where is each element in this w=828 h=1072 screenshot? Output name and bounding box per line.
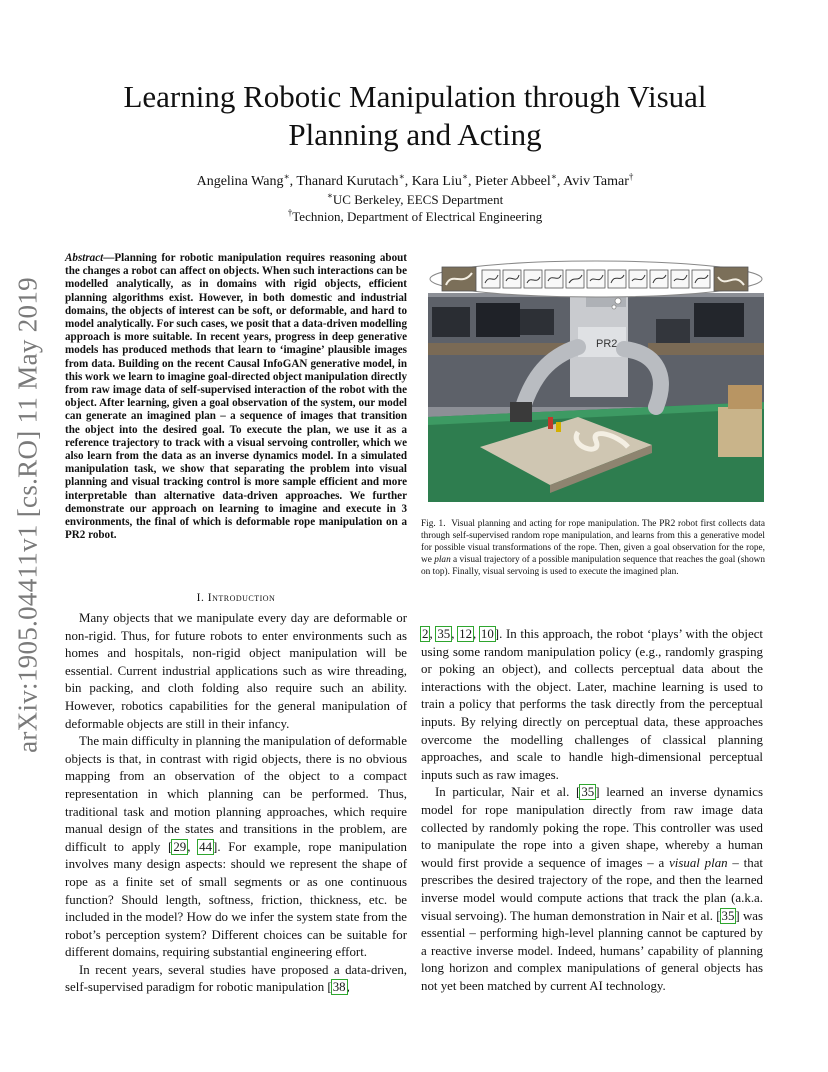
caption-label: Fig. 1. (421, 519, 446, 529)
citation-link[interactable]: 2 (422, 627, 429, 641)
section-heading-introduction: I. Introduction (196, 592, 276, 604)
intro-paragraph-2: The main difficulty in planning the manipulation of deformable objects is that, in contrast with rigid objects, there is no obvious mapping from an observation of the object to a compact representation in which planning can be performed. Thus, traditional task and motion planning approaches, which require manual design of the states and transitions in the problem, are difficult to apply [29, 44]. For example, rope manipulation involves many design aspects: should we represent the shape of rope as a finite set of small segments or as one continuous function? Should length, softness, friction, thickness, etc. be included in the model? How do we infer the system state from the robot’s perception system? Different choices can be suitable for different domains, requiring substantial engineering effort. (65, 734, 407, 960)
citation-link[interactable]: 35 (721, 908, 735, 923)
pr2-label: PR2 (596, 338, 618, 350)
citation-link[interactable]: 44 (199, 839, 213, 854)
abstract: Abstract—Planning for robotic manipulation requires reasoning about the changes a robot can affect on objects. When such interactions can be modelled analytically, as in domains with rigid objects, efficient planning algorithms exist. However, in both domestic and industrial domains, the objects of interest can be soft, or deformable, and hard to model analytically. For such cases, we posit that a data-driven modelling approach is more suitable. In recent years, progress in deep generative models has produced methods that learn to ‘imagine’ plausible images from data. Building on the recent Causal InfoGAN generative model, in this work we learn to imagine goal-directed object manipulation directly from raw image data of self-supervised interaction of the robot with the object. After learning, given a goal observation of the system, our model can generate an imagined plan – a sequence of images that transition the object into the desired goal. To execute the plan, we use it as a reference trajectory to track with a visual servoing controller, which we also learn from the data as an inverse dynamics model. In a simulated manipulation task, we show that separating the problem into visual planning and visual tracking control is more sample efficient and more interpretable than alternative data-driven approaches. We further demonstrate our approach on learning to imagine and execute in 3 environments, the final of which is deformable rope manipulation on a PR2 robot. (65, 252, 407, 542)
abstract-text: Planning for robotic manipulation requires reasoning about the changes a robot can affect on objects. When such interactions can be modelled analytically, as in domains with rigid objects, efficient planning algorithms exist. However, in both domestic and industrial domains, the objects of interest can be soft, or deformable, and hard to model analytically. For such cases, we posit that a data-driven modelling approach is more suitable. In recent years, progress in deep generative models has produced methods that learn to ‘imagine’ plausible images from data. Building on the recent Causal InfoGAN generative model, in this work we learn to imagine goal-directed object manipulation directly from raw image data of self-supervised interaction of the robot with the object. After learning, given a goal observation of the system, our model can generate an imagined plan – a sequence of images that transition the object into the desired goal. To execute the plan, we use it as a reference trajectory to track with a visual servoing controller, which we also learn from the data as an inverse dynamics model. In a simulated manipulation task, we show that separating the problem into visual planning and visual tracking control is more sample efficient and more interpretable than alternative data-driven approaches. We further demonstrate our approach on learning to imagine and execute in 3 environments, the final of which is deformable rope manipulation on a PR2 robot. (65, 252, 407, 542)
affiliation-technion: †Technion, Department of Electrical Engineering (287, 207, 543, 224)
paper-title (60, 78, 770, 154)
title-line-1: Learning Robotic Manipulation through Visual (123, 79, 707, 114)
right-paragraph-2: In particular, Nair et al. [35] learned an inverse dynamics model for rope manipulation directly from raw image data collected by randomly poking the rope. This controller was used to manipulate the rope into a given shape, whereby a human would first provide a sequence of images – a visual plan – that prescribes the desired trajectory of the rope, and then the learned inverse model would compute actions that track the plan (a.k.a. visual servoing). The human demonstration in Nair et al. [35] was essential – performing high-level planning cannot be captured by a reactive inverse model. Indeed, humans’ capability of planning long horizon and complex manipulations of general objects has not yet been matched by current AI technology. (421, 785, 763, 993)
robot-lab-illustration (428, 257, 764, 502)
citation-link[interactable]: 10 (480, 627, 494, 641)
citation-link[interactable]: 29 (173, 839, 187, 854)
right-column-body (421, 626, 763, 995)
citation-link[interactable]: 35 (437, 627, 451, 641)
intro-paragraph-3: In recent years, several studies have proposed a data-driven, self-supervised paradigm for robotic manipulation [38, (65, 962, 407, 995)
left-column-body (65, 610, 407, 997)
intro-paragraph-1: Many objects that we manipulate every day are deformable or non-rigid. Thus, for future robots to enter environments such as homes and hospitals, non-rigid object manipulation will be essential. Current industrial applications such as wire threading, bin packing, and cloth folding also require such an ability. However, robotics capabilities for the general manipulation of deformable objects are still in their infancy. (65, 611, 407, 731)
affiliation-ucb: ∗UC Berkeley, EECS Department (326, 190, 504, 207)
figure-caption: Fig. 1. Visual planning and acting for rope manipulation. The PR2 robot first collects data through self-supervised random rope manipulation, and learns from this a generative model for possible visual transformations of the rope. Then, given a goal observation for the rope, we plan a visual trajectory of a possible manipulation sequence that reaches the goal (shown on top). Finally, visual servoing is used to execute the imagined plan. (421, 519, 766, 577)
title-line-2: Planning and Acting (288, 117, 542, 152)
abstract-label: Abstract (65, 252, 104, 264)
right-paragraph-1: 2, 35, 12, 10]. In this approach, the robot ‘plays’ with the object using some random manipulation policy (e.g., randomly grasping or poking an object), and collects perceptual data about the interactions with the object. Later, machine learning is used to train a policy that performs the task directly from the perceptual inputs. By relying directly on perceptual data, these approaches overcome the modelling challenges of classical planning approaches, and scale to handle high-dimensional perceptual inputs such as raw images. (421, 627, 764, 782)
citation-link[interactable]: 38 (332, 980, 346, 995)
arxiv-identifier: arXiv:1905.04411v1 [cs.RO] 11 May 2019 (12, 277, 43, 753)
author-list: Angelina Wang∗, Thanard Kurutach∗, Kara Liu∗, Pieter Abbeel∗, Aviv Tamar† (196, 171, 634, 189)
citation-link[interactable]: 12 (459, 627, 473, 641)
figure-robot-photo (428, 257, 764, 502)
citation-link[interactable]: 35 (581, 785, 595, 800)
